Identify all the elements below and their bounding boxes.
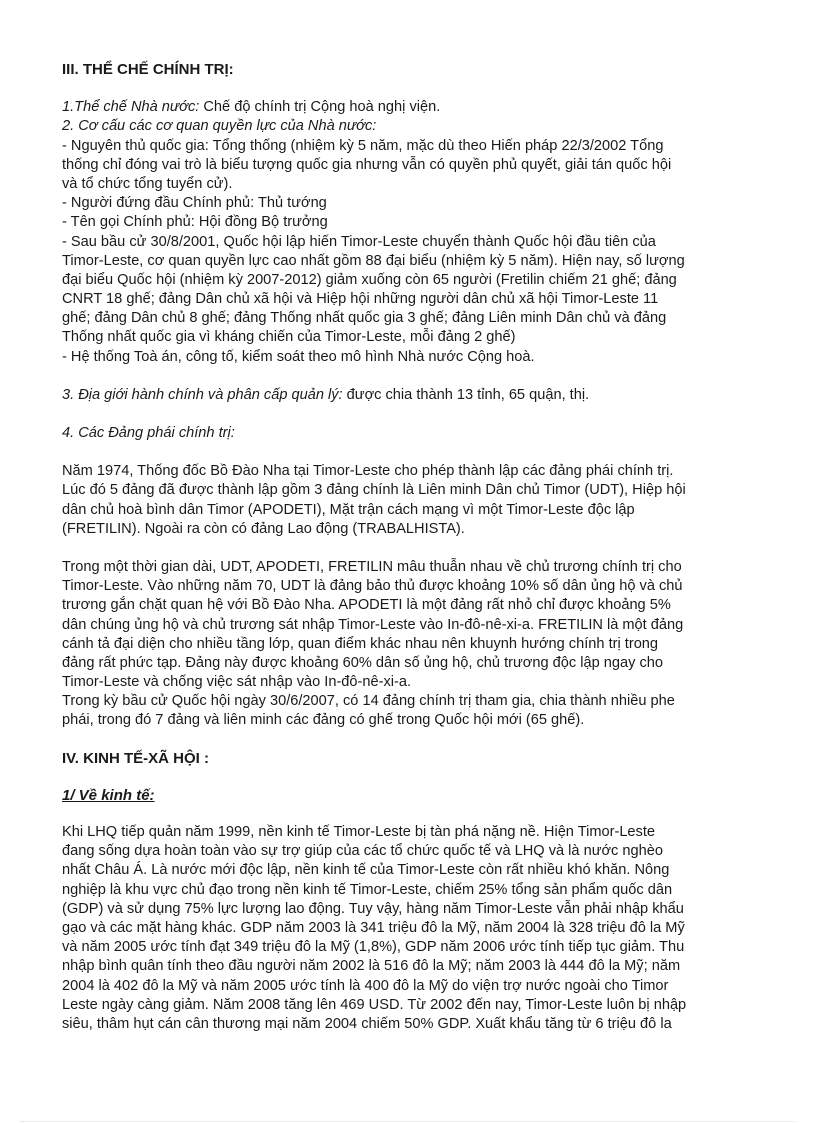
paragraph-line: (FRETILIN). Ngoài ra còn có đảng Lao động (TRABALHISTA). xyxy=(62,520,465,537)
section-3-heading: III. THỂ CHẾ CHÍNH TRỊ: xyxy=(62,61,234,78)
paragraph-line: Trong kỳ bầu cử Quốc hội ngày 30/6/2007, có 14 đảng chính trị tham gia, chia thành nhiều phe xyxy=(62,693,675,710)
item-2-line: - Sau bầu cử 30/8/2001, Quốc hội lập hiến Timor-Leste chuyển thành Quốc hội đầu tiên của xyxy=(62,233,656,250)
item-3-text: được chia thành 13 tỉnh, 65 quận, thị. xyxy=(342,386,590,403)
parties-paragraph-1 xyxy=(62,462,762,539)
item-2-line: Timor-Leste, cơ quan quyền lực cao nhất gồm 88 đại biểu (nhiệm kỳ 5 năm). Hiện nay, số lượng xyxy=(62,252,685,269)
item-2-line: đại biểu Quốc hội (nhiệm kỳ 2007-2012) giảm xuống còn 65 người (Fretilin chiếm 21 ghế; đảng xyxy=(62,271,677,288)
item-2-line: - Nguyên thủ quốc gia: Tổng thống (nhiệm kỳ 5 năm, mặc dù theo Hiến pháp 22/3/2002 Tổng xyxy=(62,137,664,154)
paragraph-line: nhất Châu Á. Là nước mới độc lập, nền kinh tế của Timor-Leste còn rất nhiều khó khăn. Nông xyxy=(62,862,670,879)
item-4-label: 4. Các Đảng phái chính trị: xyxy=(62,425,235,441)
section-4-heading: IV. KINH TẾ-XÃ HỘI : xyxy=(62,749,209,767)
item-2-line: và tổ chức tổng tuyển cử). xyxy=(62,175,233,192)
item-2-line: CNRT 18 ghế; đảng Dân chủ xã hội và Hiệp hội những người dân chủ xã hội Timor-Leste 11 xyxy=(62,291,659,308)
paragraph-line: đang sống dựa hoàn toàn vào sự trợ giúp của các tổ chức quốc tế và LHQ và là nước nghèo xyxy=(62,843,663,860)
paragraph-line: 2004 là 402 đô la Mỹ và năm 2005 ước tính là 400 đô la Mỹ do viện trợ nước ngoài cho Timor xyxy=(62,977,669,994)
item-2-line: - Hệ thống Toà án, công tố, kiểm soát theo mô hình Nhà nước Cộng hoà. xyxy=(62,348,535,365)
item-2-label: 2. Cơ cấu các cơ quan quyền lực của Nhà nước: xyxy=(62,118,377,135)
paragraph-line: dân chủ hoà bình dân Timor (APODETI), Mặt trận cách mạng vì một Timor-Leste độc lập xyxy=(62,501,635,518)
paragraph-line: Timor-Leste. Vào những năm 70, UDT là đảng bảo thủ được khoảng 10% số dân ủng hộ và chủ xyxy=(62,578,683,595)
document-page xyxy=(62,60,762,1034)
item-2-line: - Người đứng đầu Chính phủ: Thủ tướng xyxy=(62,195,327,212)
paragraph-line: và năm 2005 ước tính đạt 349 triệu đô la Mỹ (1,8%), GDP năm 2006 ước tính tiếp tục giảm. Thu xyxy=(62,939,685,956)
item-2-line: - Tên gọi Chính phủ: Hội đồng Bộ trưởng xyxy=(62,214,328,231)
item-1-label: 1.Thể chế Nhà nước: xyxy=(62,99,200,116)
paragraph-line: siêu, thâm hụt cán cân thương mại năm 2004 chiếm 50% GDP. Xuất khẩu tăng từ 6 triệu đô la xyxy=(62,1015,672,1032)
paragraph-line: trương gắn chặt quan hệ với Bồ Đào Nha. APODETI là một đảng rất nhỏ chỉ được khoảng 5% xyxy=(62,597,671,614)
paragraph-line: gạo và các mặt hàng khác. GDP năm 2003 là 341 triệu đô la Mỹ, năm 2004 là 328 triệu đô la Mỹ xyxy=(62,919,685,936)
item-2-line: thống chỉ đóng vai trò là biểu tượng quốc gia nhưng vẫn có quyền phủ quyết, giải tán quốc hội xyxy=(62,156,672,173)
paragraph-line: đảng rất phức tạp. Đảng này được khoảng 60% dân số ủng hộ, chủ trương độc lập ngay cho xyxy=(62,654,663,671)
economy-paragraph xyxy=(62,823,762,1034)
paragraph-line: Khi LHQ tiếp quản năm 1999, nền kinh tế Timor-Leste bị tàn phá nặng nề. Hiện Timor-Leste xyxy=(62,824,656,840)
item-3-label: 3. Địa giới hành chính và phân cấp quản lý: xyxy=(62,386,343,403)
item-2-line: Thống nhất quốc gia vì kháng chiến của Timor-Leste, mỗi đảng 2 ghế) xyxy=(62,329,516,346)
item-3-line xyxy=(62,386,762,405)
page-bottom-divider xyxy=(20,1121,796,1122)
paragraph-line: nhập bình quân tính theo đầu người năm 2002 là 516 đô la Mỹ; năm 2003 là 444 đô la Mỹ; năm xyxy=(62,958,681,975)
item-1-line xyxy=(62,98,762,117)
paragraph-line: Trong một thời gian dài, UDT, APODETI, FRETILIN mâu thuẫn nhau về chủ trương chính trị cho xyxy=(62,558,682,575)
parties-paragraph-2 xyxy=(62,558,762,731)
paragraph-line: Năm 1974, Thống đốc Bồ Đào Nha tại Timor-Leste cho phép thành lập các đảng phái chính trị. xyxy=(62,463,674,480)
item-2-line: ghế; đảng Dân chủ 8 ghế; đảng Thống nhất quốc gia 3 ghế; đảng Liên minh Dân chủ và đảng xyxy=(62,310,667,327)
paragraph-line: Leste ngày càng giảm. Năm 2008 tăng lên 469 USD. Từ 2002 đến nay, Timor-Leste luôn bị nhập xyxy=(62,996,687,1013)
paragraph-line: Lúc đó 5 đảng đã được thành lập gồm 3 đảng chính là Liên minh Dân chủ Timor (UDT), Hiệp hội xyxy=(62,482,686,499)
paragraph-line: Timor-Leste và chống việc sát nhập vào In-đô-nê-xi-a. xyxy=(62,674,412,691)
economy-subheading: 1/ Về kinh tế: xyxy=(62,786,155,804)
item-2-body xyxy=(62,137,762,367)
paragraph-line: dân chúng ủng hộ và chủ trương sát nhập Timor-Leste vào In-đô-nê-xi-a. FRETILIN là một đảng xyxy=(62,616,684,633)
paragraph-line: (GDP) và sử dụng 75% lực lượng lao động. Tuy vậy, hàng năm Timor-Leste vẫn phải nhập khẩu xyxy=(62,900,684,917)
paragraph-line: phái, trong đó 7 đảng và liên minh các đảng có ghế trong Quốc hội mới (65 ghế). xyxy=(62,712,585,729)
paragraph-line: nghiệp là khu vực chủ đạo trong nền kinh tế Timor-Leste, chiếm 25% tổng sản phẩm quốc dân xyxy=(62,881,673,898)
paragraph-line: cánh tả đại diện cho nhiều tầng lớp, quan điểm khác nhau nên khuynh hướng chính trị trong xyxy=(62,635,659,652)
item-1-text: Chế độ chính trị Cộng hoà nghị viện. xyxy=(199,99,441,116)
